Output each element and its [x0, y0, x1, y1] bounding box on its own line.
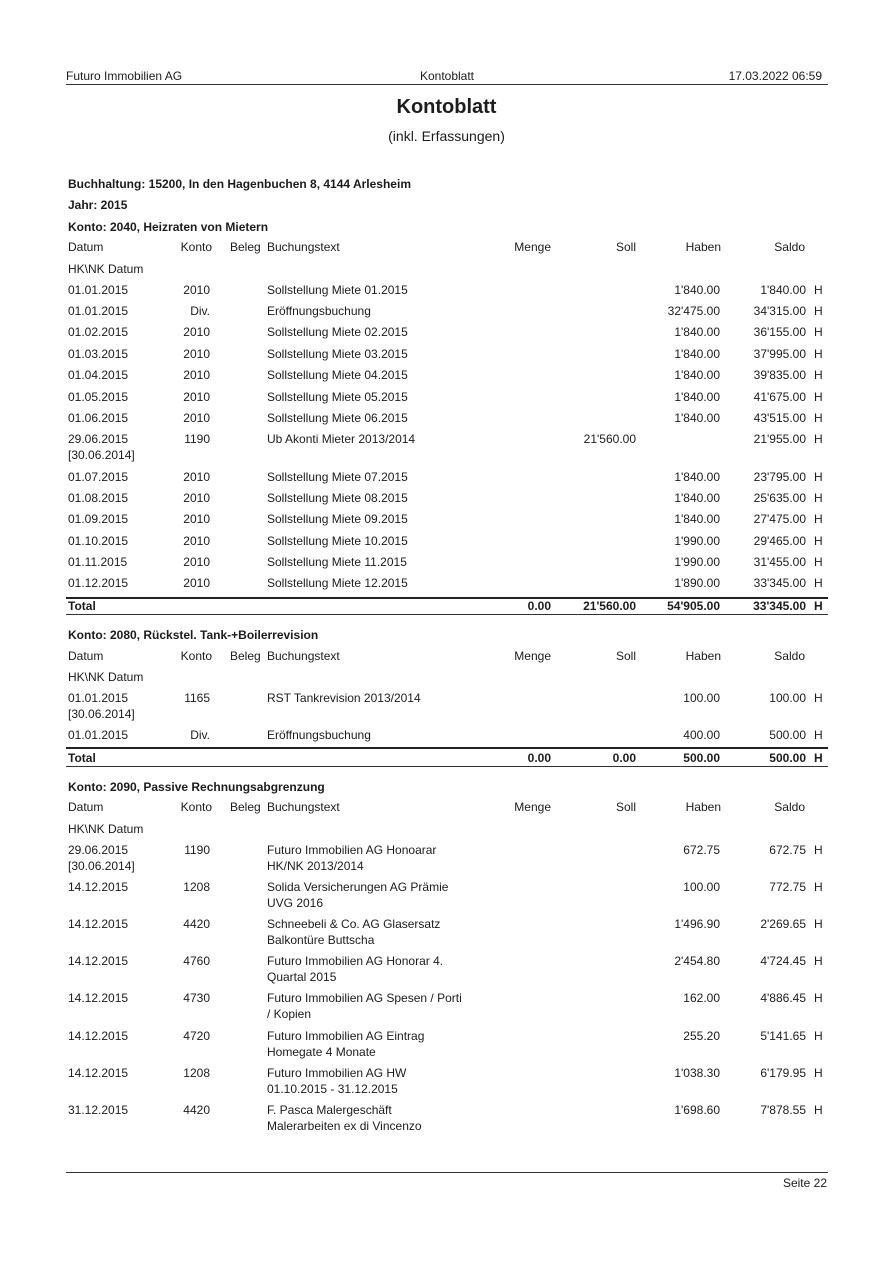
row-soll-haben-flag: H: [814, 555, 823, 569]
row-buchungstext: Sollstellung Miete 06.2015: [267, 411, 408, 425]
row-soll-haben-flag: H: [814, 304, 823, 318]
col-header-buchungstext: Buchungstext: [267, 240, 340, 254]
row-haben: 1'840.00: [674, 411, 720, 425]
row-saldo: 25'635.00: [753, 491, 806, 505]
total-soll: 21'560.00: [583, 599, 636, 613]
row-datum: 14.12.2015: [68, 954, 129, 968]
col-header-buchungstext: Buchungstext: [267, 649, 340, 663]
row-saldo: 6'179.95: [760, 1066, 806, 1080]
col-header-saldo: Saldo: [774, 649, 805, 663]
col-header-buchungstext: Buchungstext: [267, 800, 340, 814]
row-buchungstext: Sollstellung Miete 05.2015: [267, 390, 408, 404]
row-konto: 2010: [183, 534, 210, 548]
row-konto: 2010: [183, 576, 210, 590]
row-saldo: 27'475.00: [753, 512, 806, 526]
row-konto: Div.: [190, 304, 210, 318]
row-soll-haben-flag: H: [814, 1029, 823, 1043]
total-soll-haben-flag: H: [814, 751, 823, 765]
row-buchungstext: Sollstellung Miete 02.2015: [267, 325, 408, 339]
row-konto: 4420: [183, 1103, 210, 1117]
row-buchungstext-line2: UVG 2016: [267, 896, 324, 910]
row-buchungstext: Solida Versicherungen AG Prämie: [267, 880, 449, 894]
row-buchungstext: Schneebeli & Co. AG Glasersatz: [267, 917, 441, 931]
divider: [66, 766, 828, 767]
row-soll-haben-flag: H: [814, 954, 823, 968]
row-soll-haben-flag: H: [814, 470, 823, 484]
col-header-menge: Menge: [514, 800, 551, 814]
row-datum: 01.01.2015: [68, 304, 129, 318]
row-buchungstext: Sollstellung Miete 10.2015: [267, 534, 408, 548]
row-soll-haben-flag: H: [814, 368, 823, 382]
col-header-haben: Haben: [685, 800, 721, 814]
row-soll-haben-flag: H: [814, 576, 823, 590]
row-buchungstext-line2: Homegate 4 Monate: [267, 1045, 376, 1059]
row-saldo: 4'724.45: [760, 954, 806, 968]
row-haben: 1'840.00: [674, 368, 720, 382]
row-soll-haben-flag: H: [814, 534, 823, 548]
row-haben: 2'454.80: [674, 954, 720, 968]
row-buchungstext: Sollstellung Miete 08.2015: [267, 491, 408, 505]
row-buchungstext-line2: Malerarbeiten ex di Vincenzo: [267, 1119, 422, 1133]
page-header: [66, 68, 828, 85]
row-soll-haben-flag: H: [814, 283, 823, 297]
row-soll-haben-flag: H: [814, 325, 823, 339]
row-haben: 400.00: [683, 728, 720, 742]
row-haben: 1'890.00: [674, 576, 720, 590]
row-konto: 2010: [183, 283, 210, 297]
row-buchungstext: Sollstellung Miete 07.2015: [267, 470, 408, 484]
row-buchungstext: Sollstellung Miete 12.2015: [267, 576, 408, 590]
total-soll-haben-flag: H: [814, 599, 823, 613]
row-haben: 100.00: [683, 691, 720, 705]
row-haben: 1'840.00: [674, 512, 720, 526]
col-header-haben: Haben: [685, 649, 721, 663]
total-soll: 0.00: [612, 751, 636, 765]
row-datum: 14.12.2015: [68, 1066, 129, 1080]
col-header-menge: Menge: [514, 649, 551, 663]
row-buchungstext: RST Tankrevision 2013/2014: [267, 691, 421, 705]
row-buchungstext: Futuro Immobilien AG Spesen / Porti: [267, 991, 462, 1005]
page-title: Kontoblatt: [396, 96, 497, 118]
row-soll-haben-flag: H: [814, 917, 823, 931]
row-soll: 21'560.00: [583, 432, 636, 446]
row-saldo: 36'155.00: [753, 325, 806, 339]
col-header-saldo: Saldo: [774, 800, 805, 814]
row-buchungstext: Futuro Immobilien AG Eintrag: [267, 1029, 425, 1043]
divider: [66, 614, 828, 615]
row-buchungstext: Sollstellung Miete 03.2015: [267, 347, 408, 361]
row-buchungstext: Sollstellung Miete 11.2015: [267, 555, 407, 569]
row-konto: 2010: [183, 411, 210, 425]
row-soll-haben-flag: H: [814, 390, 823, 404]
total-label: Total: [68, 751, 96, 765]
row-saldo: 500.00: [769, 728, 806, 742]
row-buchungstext: Sollstellung Miete 09.2015: [267, 512, 408, 526]
row-datum: 01.01.2015: [68, 283, 129, 297]
row-buchungstext: Futuro Immobilien AG Honoarar: [267, 843, 437, 857]
row-saldo: 34'315.00: [753, 304, 806, 318]
row-buchungstext-line2: HK/NK 2013/2014: [267, 859, 364, 873]
row-konto: 2010: [183, 555, 210, 569]
row-saldo: 100.00: [769, 691, 806, 705]
row-haben: 255.20: [683, 1029, 720, 1043]
row-buchungstext: F. Pasca Malergeschäft: [267, 1103, 392, 1117]
row-datum: 14.12.2015: [68, 991, 129, 1005]
row-hknk-datum: [30.06.2014]: [68, 707, 135, 721]
row-buchungstext: Sollstellung Miete 04.2015: [267, 368, 408, 382]
row-datum: 01.03.2015: [68, 347, 129, 361]
row-buchungstext: Eröffnungsbuchung: [267, 304, 371, 318]
col-header-soll: Soll: [615, 240, 636, 254]
row-haben: 162.00: [683, 991, 720, 1005]
row-datum: 01.11.2015: [68, 555, 128, 569]
row-haben: 1'840.00: [674, 347, 720, 361]
row-saldo: 31'455.00: [753, 555, 806, 569]
account-title: Konto: 2040, Heizraten von Mietern: [68, 220, 269, 234]
total-menge: 0.00: [527, 599, 551, 613]
total-menge: 0.00: [527, 751, 551, 765]
row-konto: 2010: [183, 368, 210, 382]
account-title: Konto: 2080, Rückstel. Tank-+Boilerrevision: [68, 628, 319, 642]
col-header-konto: Konto: [180, 240, 212, 254]
row-buchungstext: Futuro Immobilien AG HW: [267, 1066, 407, 1080]
row-datum: 01.01.2015: [68, 691, 129, 705]
row-haben: 1'840.00: [674, 470, 720, 484]
buchhaltung-label: Buchhaltung: 15200, In den Hagenbuchen 8, 4144 Arlesheim: [68, 177, 411, 191]
row-konto: 2010: [183, 347, 210, 361]
row-buchungstext-line2: Quartal 2015: [267, 970, 337, 984]
row-saldo: 5'141.65: [760, 1029, 806, 1043]
row-haben: 1'698.60: [674, 1103, 720, 1117]
row-soll-haben-flag: H: [814, 411, 823, 425]
row-saldo: 1'840.00: [760, 283, 806, 297]
row-buchungstext-line2: / Kopien: [267, 1007, 312, 1021]
col-header-beleg: Beleg: [230, 800, 261, 814]
page-subtitle: (inkl. Erfassungen): [388, 128, 505, 144]
row-konto: 4720: [183, 1029, 210, 1043]
col-header-konto: Konto: [180, 649, 212, 663]
row-hknk-datum: [30.06.2014]: [68, 859, 135, 873]
row-haben: 1'840.00: [674, 491, 720, 505]
row-soll-haben-flag: H: [814, 1103, 823, 1117]
row-haben: 100.00: [683, 880, 720, 894]
col-header-beleg: Beleg: [230, 240, 261, 254]
row-haben: 32'475.00: [667, 304, 720, 318]
total-haben: 500.00: [683, 751, 720, 765]
row-buchungstext: Ub Akonti Mieter 2013/2014: [267, 432, 416, 446]
row-soll-haben-flag: H: [814, 512, 823, 526]
row-konto: 4730: [183, 991, 210, 1005]
row-konto: 4760: [183, 954, 210, 968]
row-buchungstext: Eröffnungsbuchung: [267, 728, 371, 742]
row-saldo: 43'515.00: [753, 411, 806, 425]
row-konto: 2010: [183, 470, 210, 484]
header-company: Futuro Immobilien AG: [66, 69, 183, 83]
row-konto: 1208: [183, 1066, 210, 1080]
col-header-datum: Datum: [68, 800, 104, 814]
total-saldo: 33'345.00: [753, 599, 806, 613]
row-datum: 14.12.2015: [68, 1029, 129, 1043]
row-datum: 01.07.2015: [68, 470, 129, 484]
row-datum: 01.10.2015: [68, 534, 129, 548]
row-haben: 1'038.30: [674, 1066, 720, 1080]
row-datum: 01.01.2015: [68, 728, 129, 742]
row-haben: 1'840.00: [674, 283, 720, 297]
row-datum: 14.12.2015: [68, 880, 129, 894]
row-konto: 1190: [184, 432, 210, 446]
jahr-label: Jahr: 2015: [68, 198, 128, 212]
col-header-beleg: Beleg: [230, 649, 261, 663]
row-datum: 01.05.2015: [68, 390, 129, 404]
row-konto: 2010: [183, 390, 210, 404]
row-buchungstext: Futuro Immobilien AG Honorar 4.: [267, 954, 444, 968]
row-saldo: 21'955.00: [753, 432, 806, 446]
row-haben: 1'840.00: [674, 390, 720, 404]
row-haben: 1'496.90: [674, 917, 720, 931]
row-saldo: 37'995.00: [753, 347, 806, 361]
row-datum: 01.12.2015: [68, 576, 129, 590]
row-buchungstext-line2: 01.10.2015 - 31.12.2015: [267, 1082, 398, 1096]
row-soll-haben-flag: H: [814, 991, 823, 1005]
row-konto: 1190: [184, 843, 210, 857]
row-haben: 672.75: [683, 843, 720, 857]
total-saldo: 500.00: [769, 751, 806, 765]
header-doc: Kontoblatt: [419, 69, 475, 83]
row-datum: 01.09.2015: [68, 512, 129, 526]
col-header-konto: Konto: [180, 800, 212, 814]
row-soll-haben-flag: H: [814, 1066, 823, 1080]
row-soll-haben-flag: H: [814, 691, 823, 705]
row-datum: 31.12.2015: [68, 1103, 129, 1117]
row-konto: 2010: [183, 491, 210, 505]
row-soll-haben-flag: H: [814, 728, 823, 742]
row-konto: 2010: [183, 325, 210, 339]
divider: [66, 747, 828, 749]
row-konto: 4420: [183, 917, 210, 931]
row-buchungstext: Sollstellung Miete 01.2015: [267, 283, 408, 297]
row-konto: 1208: [183, 880, 210, 894]
row-datum: 14.12.2015: [68, 917, 129, 931]
row-haben: 1'840.00: [674, 325, 720, 339]
total-haben: 54'905.00: [667, 599, 720, 613]
row-konto: 2010: [183, 512, 210, 526]
row-datum: 01.08.2015: [68, 491, 129, 505]
col-header-hknk-datum: HK\NK Datum: [68, 822, 144, 836]
row-saldo: 41'675.00: [753, 390, 806, 404]
row-saldo: 39'835.00: [753, 368, 806, 382]
row-haben: 1'990.00: [674, 534, 720, 548]
col-header-soll: Soll: [615, 649, 636, 663]
row-buchungstext-line2: Balkontüre Buttscha: [267, 933, 375, 947]
row-saldo: 23'795.00: [753, 470, 806, 484]
row-konto: 1165: [184, 691, 210, 705]
col-header-datum: Datum: [68, 649, 104, 663]
col-header-haben: Haben: [685, 240, 721, 254]
col-header-hknk-datum: HK\NK Datum: [68, 262, 144, 276]
page-footer: Seite 22: [782, 1176, 827, 1190]
row-datum: 01.04.2015: [68, 368, 129, 382]
row-haben: 1'990.00: [674, 555, 720, 569]
col-header-soll: Soll: [615, 800, 636, 814]
row-datum: 29.06.2015: [68, 432, 129, 446]
row-datum: 01.02.2015: [68, 325, 129, 339]
row-saldo: 772.75: [769, 880, 806, 894]
row-saldo: 4'886.45: [760, 991, 806, 1005]
row-soll-haben-flag: H: [814, 432, 823, 446]
col-header-saldo: Saldo: [774, 240, 805, 254]
col-header-menge: Menge: [514, 240, 551, 254]
row-datum: 01.06.2015: [68, 411, 129, 425]
row-saldo: 672.75: [769, 843, 806, 857]
row-saldo: 2'269.65: [760, 917, 806, 931]
row-saldo: 7'878.55: [760, 1103, 806, 1117]
row-soll-haben-flag: H: [814, 491, 823, 505]
row-saldo: 29'465.00: [753, 534, 806, 548]
divider: [66, 1172, 828, 1173]
row-saldo: 33'345.00: [753, 576, 806, 590]
row-soll-haben-flag: H: [814, 347, 823, 361]
row-datum: 29.06.2015: [68, 843, 129, 857]
total-label: Total: [68, 599, 96, 613]
account-title: Konto: 2090, Passive Rechnungsabgrenzung: [68, 780, 325, 794]
col-header-datum: Datum: [68, 240, 104, 254]
row-hknk-datum: [30.06.2014]: [68, 448, 135, 462]
col-header-hknk-datum: HK\NK Datum: [68, 670, 144, 684]
row-soll-haben-flag: H: [814, 843, 823, 857]
row-soll-haben-flag: H: [814, 880, 823, 894]
row-konto: Div.: [190, 728, 210, 742]
header-datetime: 17.03.2022 06:59: [728, 69, 822, 83]
